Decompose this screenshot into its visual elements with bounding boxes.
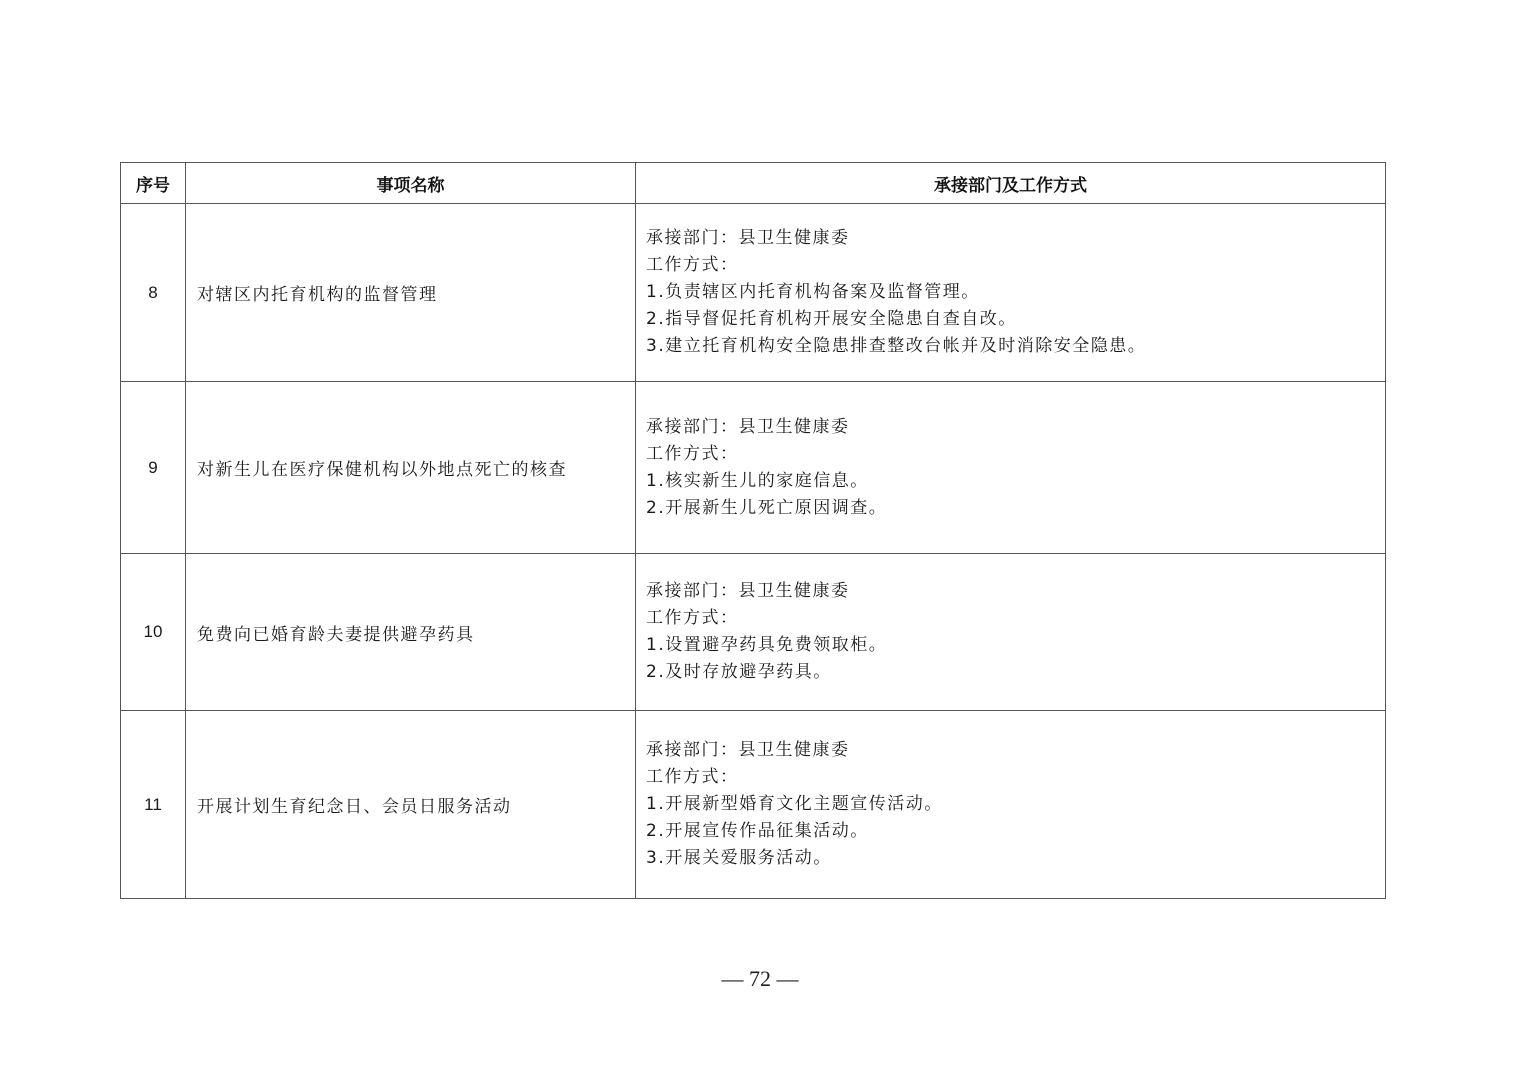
- method-label: 工作方式：: [646, 608, 739, 628]
- table-row: [121, 554, 1386, 711]
- method-step: 2.及时存放避孕药具。: [646, 662, 832, 682]
- dept-line: 承接部门：县卫生健康委: [646, 581, 850, 601]
- row-serial-number: 11: [121, 711, 186, 899]
- method-step: 1.设置避孕药具免费领取柜。: [646, 635, 888, 655]
- header-item-name: 事项名称: [186, 163, 636, 204]
- row-department-method: [636, 382, 1386, 554]
- table-row: [121, 711, 1386, 899]
- method-step: 3.建立托育机构安全隐患排查整改台帐并及时消除安全隐患。: [646, 336, 1147, 356]
- row-serial-number: 8: [121, 204, 186, 382]
- row-item-name: 对新生儿在医疗保健机构以外地点死亡的核查: [186, 382, 636, 554]
- method-step: 2.开展新生儿死亡原因调查。: [646, 497, 888, 518]
- row-item-name: 对辖区内托育机构的监督管理: [186, 204, 636, 382]
- method-label: 工作方式：: [646, 443, 739, 464]
- dept-line: 承接部门：县卫生健康委: [646, 228, 850, 248]
- method-label: 工作方式：: [646, 255, 739, 275]
- method-step: 1.开展新型婚育文化主题宣传活动。: [646, 794, 943, 814]
- row-serial-number: 9: [121, 382, 186, 554]
- header-department-method: 承接部门及工作方式: [636, 163, 1386, 204]
- row-department-method: [636, 711, 1386, 899]
- method-step: 2.开展宣传作品征集活动。: [646, 821, 869, 841]
- row-item-name: 免费向已婚育龄夫妻提供避孕药具: [186, 554, 636, 711]
- method-step: 2.指导督促托育机构开展安全隐患自查自改。: [646, 309, 1017, 329]
- method-step: 1.核实新生儿的家庭信息。: [646, 470, 869, 491]
- row-serial-number: 10: [121, 554, 186, 711]
- row-item-name: 开展计划生育纪念日、会员日服务活动: [186, 711, 636, 899]
- row-department-method: [636, 554, 1386, 711]
- table-header-row: [121, 163, 1386, 204]
- items-table: [120, 162, 1386, 899]
- header-serial-number: 序号: [121, 163, 186, 204]
- table-row: [121, 382, 1386, 554]
- method-step: 1.负责辖区内托育机构备案及监督管理。: [646, 282, 980, 302]
- dept-line: 承接部门：县卫生健康委: [646, 416, 850, 437]
- page-number: — 72 —: [721, 966, 799, 991]
- table-row: [121, 204, 1386, 382]
- dept-line: 承接部门：县卫生健康委: [646, 740, 850, 760]
- method-step: 3.开展关爱服务活动。: [646, 848, 832, 868]
- method-label: 工作方式：: [646, 767, 739, 787]
- row-department-method: [636, 204, 1386, 382]
